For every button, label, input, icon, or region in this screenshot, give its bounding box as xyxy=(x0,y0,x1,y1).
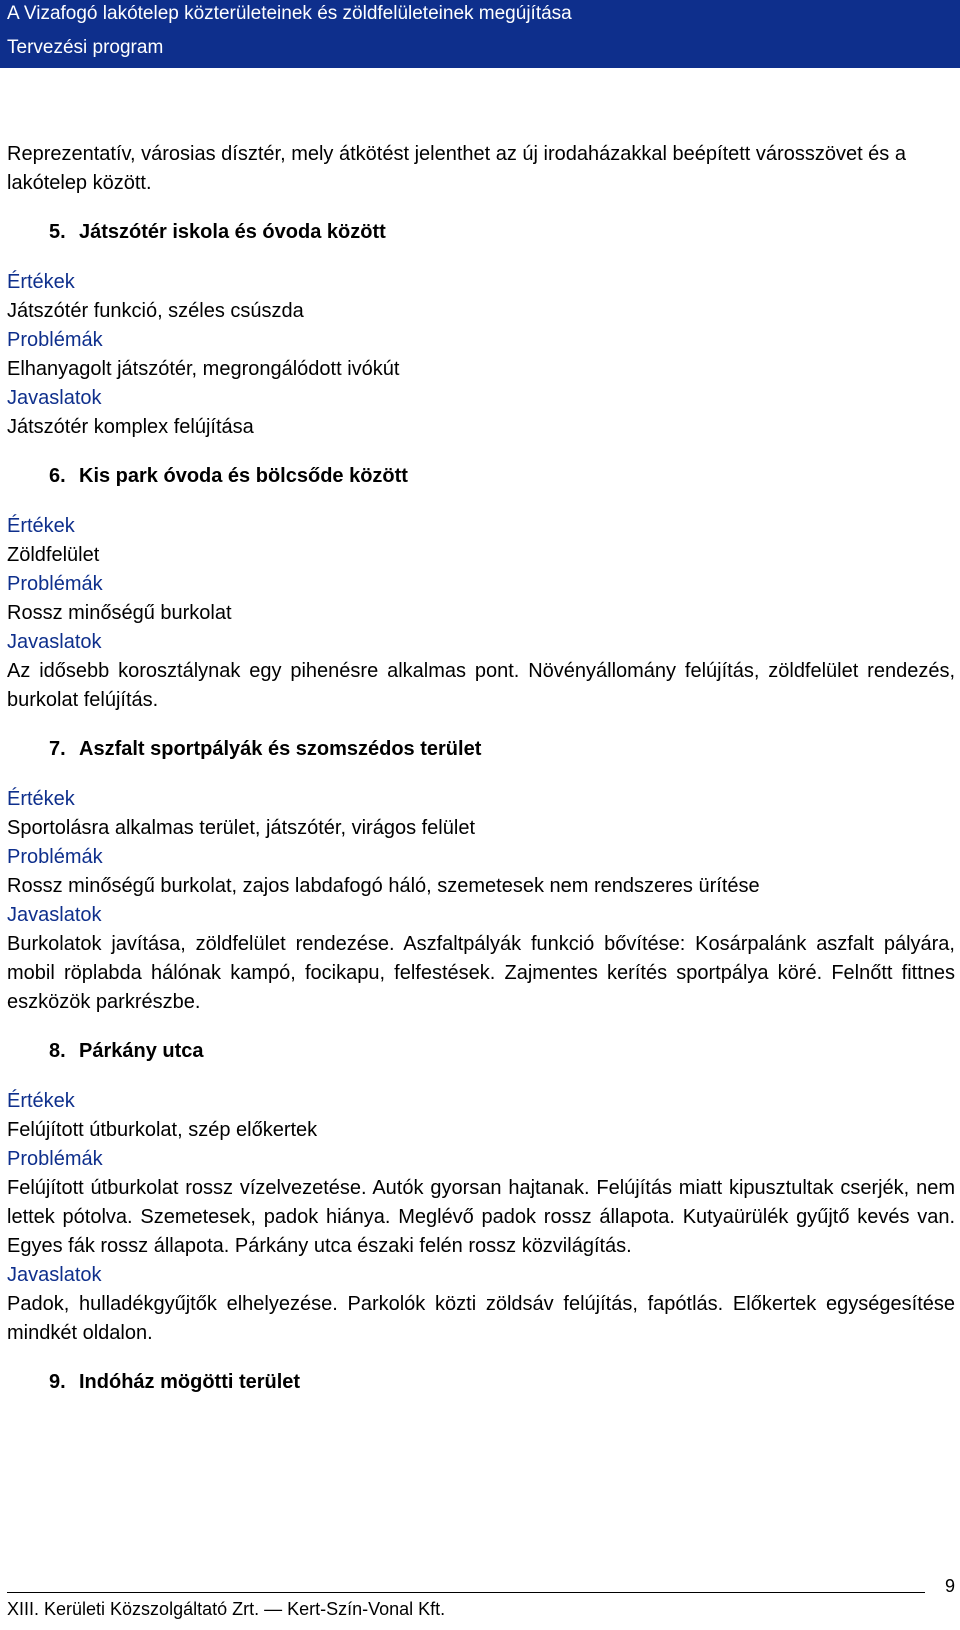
proposals-label: Javaslatok xyxy=(7,631,102,653)
document-subtitle: Tervezési program xyxy=(7,37,164,58)
proposals-text: Az idősebb korosztálynak egy pihenésre alkalmas pont. Növényállomány felújítás, zöldfelület rendezés, burkolat felújítás. xyxy=(7,660,955,711)
page-number: 9 xyxy=(944,1576,955,1596)
section-9 xyxy=(7,1368,955,1397)
section-heading xyxy=(7,218,955,247)
section-title: Kis park óvoda és bölcsőde között xyxy=(79,465,408,487)
values-label: Értékek xyxy=(7,1090,75,1112)
section-heading xyxy=(7,462,955,491)
problems-text: Rossz minőségű burkolat xyxy=(7,602,232,624)
proposals-text: Padok, hulladékgyűjtők elhelyezése. Parkolók közti zöldsáv felújítás, fapótlás. Előkertek egységesítése mindkét oldalon. xyxy=(7,1293,955,1344)
values-text: Sportolásra alkalmas terület, játszótér, virágos felület xyxy=(7,817,475,839)
page-header xyxy=(0,0,960,68)
intro-paragraph: Reprezentatív, városias dísztér, mely átkötést jelenthet az új irodaházakkal beépített városszövet és a lakótelep között. xyxy=(7,143,906,194)
section-title: Párkány utca xyxy=(79,1040,204,1062)
problems-label: Problémák xyxy=(7,329,103,351)
section-7 xyxy=(7,735,955,1017)
values-text: Játszótér funkció, széles csúszda xyxy=(7,300,304,322)
values-text: Zöldfelület xyxy=(7,544,100,566)
values-label: Értékek xyxy=(7,788,75,810)
section-number: 9. xyxy=(49,1371,66,1393)
section-heading xyxy=(7,1037,955,1066)
section-number: 8. xyxy=(49,1040,66,1062)
problems-label: Problémák xyxy=(7,846,103,868)
section-heading xyxy=(7,735,955,764)
problems-text: Rossz minőségű burkolat, zajos labdafogó háló, szemetesek nem rendszeres ürítése xyxy=(7,875,760,897)
document-title: A Vizafogó lakótelep közterületeinek és zöldfelületeinek megújítása xyxy=(7,3,572,24)
section-title: Indóház mögötti terület xyxy=(79,1371,301,1393)
footer-divider xyxy=(7,1592,925,1593)
section-number: 6. xyxy=(49,465,66,487)
section-5 xyxy=(7,218,955,442)
problems-label: Problémák xyxy=(7,1148,103,1170)
proposals-text: Burkolatok javítása, zöldfelület rendezése. Aszfaltpályák funkció bővítése: Kosárpalánk aszfalt pályára, mobil röplabda hálónak kampó, focikapu, felfestések. Zajmentes kerítés sportpálya köré. Felnőtt fittnes eszközök parkrészbe. xyxy=(7,933,955,1013)
section-number: 5. xyxy=(49,221,66,243)
values-label: Értékek xyxy=(7,515,75,537)
values-label: Értékek xyxy=(7,271,75,293)
problems-text: Elhanyagolt játszótér, megrongálódott ivókút xyxy=(7,358,400,380)
section-title: Aszfalt sportpályák és szomszédos terület xyxy=(79,738,482,760)
section-heading xyxy=(7,1368,955,1397)
proposals-text: Játszótér komplex felújítása xyxy=(7,416,254,438)
document-body xyxy=(7,140,955,1418)
problems-label: Problémák xyxy=(7,573,103,595)
section-6 xyxy=(7,462,955,715)
proposals-label: Javaslatok xyxy=(7,387,102,409)
section-number: 7. xyxy=(49,738,66,760)
proposals-label: Javaslatok xyxy=(7,904,102,926)
problems-text: Felújított útburkolat rossz vízelvezetése. Autók gyorsan hajtanak. Felújítás miatt kipusztultak cserjék, nem lettek pótolva. Szemetesek, padok hiánya. Meglévő padok rossz állapota. Kutyaürülék gyűjtő kevés van. Egyes fák rossz állapota. Párkány utca északi felén rossz közvilágítás. xyxy=(7,1177,955,1257)
footer-text: XIII. Kerületi Közszolgáltató Zrt. — Kert-Szín-Vonal Kft. xyxy=(7,1599,446,1619)
section-title: Játszótér iskola és óvoda között xyxy=(79,221,386,243)
values-text: Felújított útburkolat, szép előkertek xyxy=(7,1119,318,1141)
section-8 xyxy=(7,1037,955,1348)
proposals-label: Javaslatok xyxy=(7,1264,102,1286)
